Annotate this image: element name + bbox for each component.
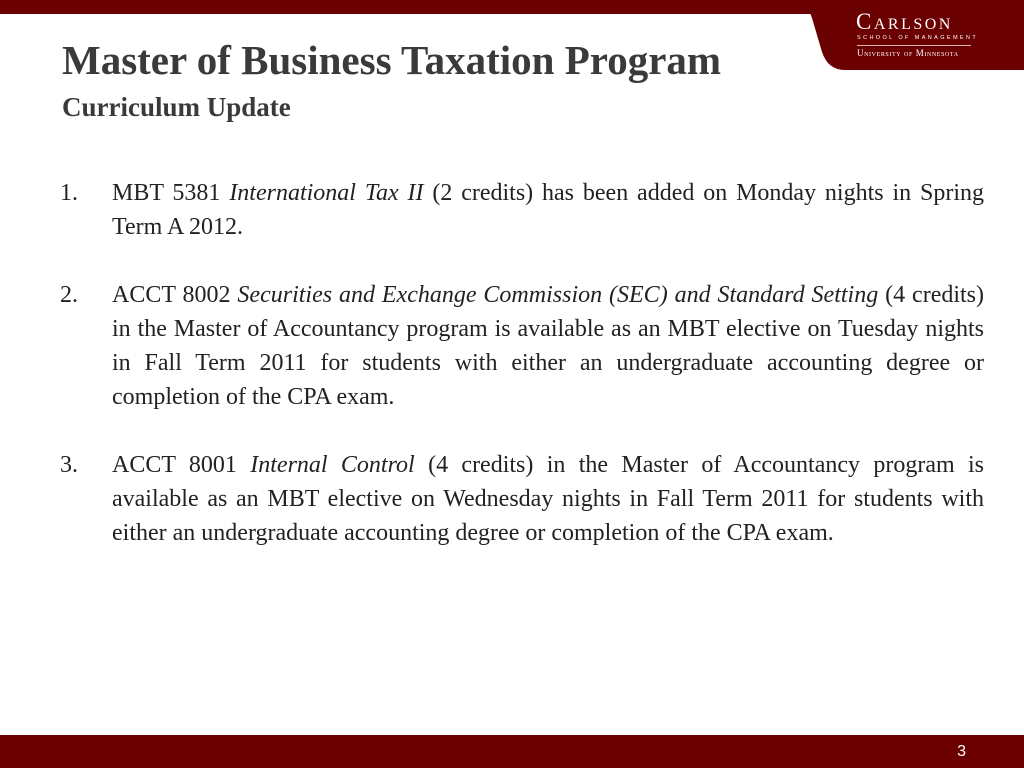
list-item [60,448,984,550]
item-number: 3. [60,452,78,478]
footer-bar [0,735,1024,768]
item-description: (2 credits) has been added on Monday nights in Spring Term A 2012. [112,180,985,240]
logo-university: University of Minnesota [857,48,959,58]
course-code: MBT 5381 [112,180,230,206]
list-item [60,176,984,244]
item-number: 2. [60,282,78,308]
item-number: 1. [60,180,78,206]
logo-divider [857,45,971,46]
slide-subtitle: Curriculum Update [62,92,291,122]
logo-school: SCHOOL OF MANAGEMENT [857,35,979,41]
item-description: (4 credits) in the Master of Accountancy program is available as an MBT elective on Wednesday nights in Fall Term 2011 for students with either an undergraduate accounting degree or completion of the CPA exam. [112,452,984,546]
page-number: 3 [957,743,966,760]
carlson-logo [856,10,1016,59]
update-list [60,176,984,584]
item-description: (4 credits) in the Master of Accountancy program is available as an MBT elective on Tuesday nights in Fall Term 2011 for students with either an undergraduate accounting degree or completion of the CPA exam. [112,282,985,410]
course-title: Internal Control [250,452,415,478]
slide-title: Master of Business Taxation Program [62,37,722,83]
course-code: ACCT 8001 [112,452,251,478]
course-code: ACCT 8002 [112,282,238,308]
list-item [60,278,984,414]
course-title: Securities and Exchange Commission (SEC) and Standard Setting [237,282,879,308]
logo-name: Carlson [856,9,953,34]
course-title: International Tax II [229,180,424,206]
